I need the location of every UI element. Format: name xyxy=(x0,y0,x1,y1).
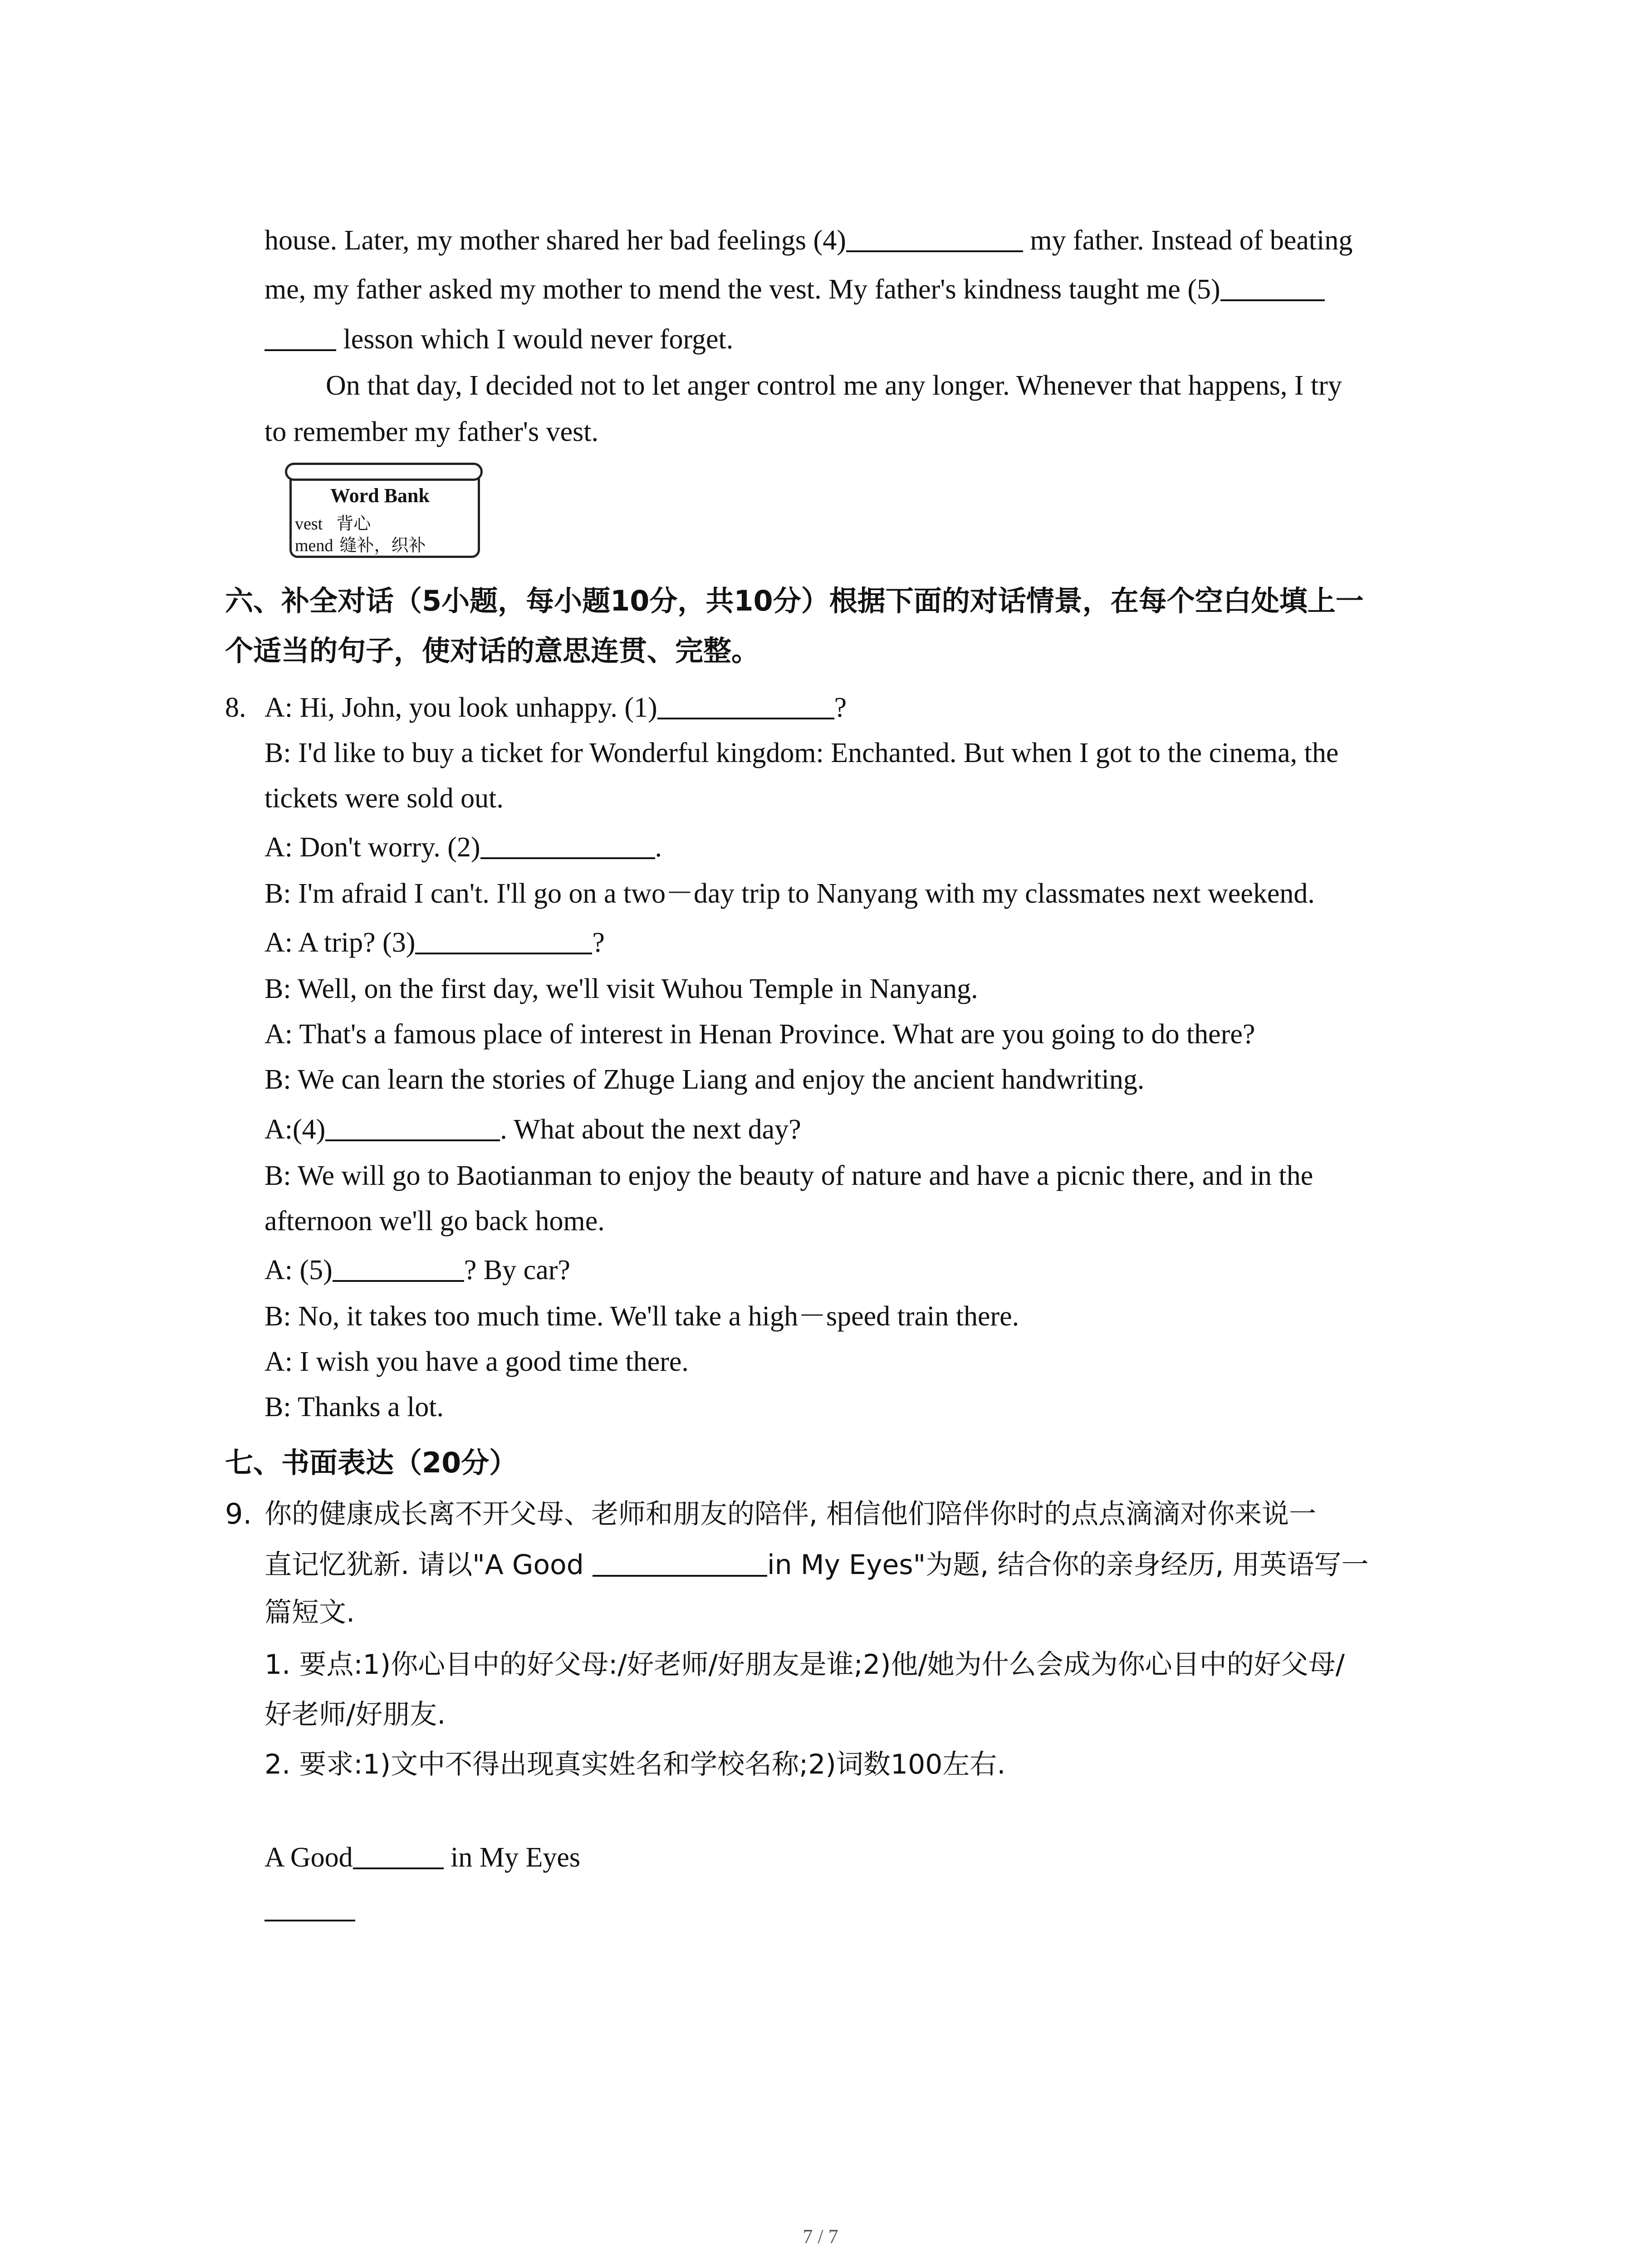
word-bank-term: mend xyxy=(295,536,333,555)
dialogue-line: B: I'm afraid I can't. I'll go on a two－day trip to Nanyang with my classmates next weekend. xyxy=(265,878,1315,909)
question-number: 8. xyxy=(225,692,246,723)
dialogue-line: afternoon we'll go back home. xyxy=(265,1206,605,1237)
passage-line-4: On that day, I decided not to let anger control me any longer. Whenever that happens, I try xyxy=(326,370,1342,401)
answer-blank-4[interactable] xyxy=(846,223,1023,252)
prompt-line: 你的健康成长离不开父母、老师和朋友的陪伴, 相信他们陪伴你时的点点滴滴对你来说一 xyxy=(265,1498,1317,1530)
essay-title-text: in My Eyes xyxy=(443,1842,581,1873)
answer-blank-5-dialogue[interactable] xyxy=(333,1253,464,1282)
dialogue-line xyxy=(265,924,605,961)
dialogue-text: ? xyxy=(834,692,847,723)
title-blank[interactable] xyxy=(593,1548,767,1577)
section-6-heading-line-2: 个适当的句子，使对话的意思连贯、完整。 xyxy=(225,634,760,667)
prompt-requirements: 1. 要点:1)你心目中的好父母:/好老师/好朋友是谁;2)他/她为什么会成为你心目中的好父母/ xyxy=(265,1649,1345,1681)
essay-title xyxy=(265,1839,580,1876)
word-bank-entry xyxy=(295,513,371,534)
prompt-line xyxy=(265,1547,1369,1583)
dialogue-line: tickets were sold out. xyxy=(265,783,504,814)
prompt-line: 篇短文. xyxy=(265,1597,355,1628)
passage-text: lesson which I would never forget. xyxy=(336,324,734,355)
prompt-requirements: 好老师/好朋友. xyxy=(265,1699,446,1730)
dialogue-line xyxy=(265,689,847,726)
word-bank-meaning: 背心 xyxy=(336,513,371,533)
dialogue-line xyxy=(265,1111,801,1148)
dialogue-text: A: (5) xyxy=(265,1255,333,1286)
dialogue-text: A: Hi, John, you look unhappy. (1) xyxy=(265,692,657,723)
word-bank xyxy=(285,463,483,556)
dialogue-text: A: Don't worry. (2) xyxy=(265,832,480,863)
dialogue-text: A:(4) xyxy=(265,1114,326,1145)
essay-title-text: A Good xyxy=(265,1842,353,1873)
word-bank-term: vest xyxy=(295,514,323,533)
section-7-heading: 七、书面表达（20分） xyxy=(225,1446,518,1479)
dialogue-line xyxy=(265,1252,570,1288)
dialogue-line: A: I wish you have a good time there. xyxy=(265,1346,689,1377)
dialogue-line: A: That's a famous place of interest in Henan Province. What are you going to do there? xyxy=(265,1019,1255,1050)
dialogue-line: B: I'd like to buy a ticket for Wonderful kingdom: Enchanted. But when I got to the cinema, the xyxy=(265,738,1339,768)
answer-blank-2[interactable] xyxy=(480,830,655,859)
dialogue-text: . xyxy=(655,832,662,863)
passage-line-1 xyxy=(265,222,1352,259)
dialogue-text: A: A trip? (3) xyxy=(265,927,416,958)
page-number: 7 / 7 xyxy=(803,2225,838,2248)
word-bank-scroll-top xyxy=(285,463,483,481)
section-6-heading-line-1: 六、补全对话（5小题，每小题10分，共10分）根据下面的对话情景，在每个空白处填上一 xyxy=(225,584,1364,617)
dialogue-line: B: Thanks a lot. xyxy=(265,1392,444,1422)
answer-blank-3[interactable] xyxy=(415,925,592,954)
passage-line-3 xyxy=(265,321,733,357)
passage-text: my father. Instead of beating xyxy=(1023,225,1353,256)
dialogue-text: ? By car? xyxy=(464,1255,570,1286)
dialogue-text: ? xyxy=(592,927,605,958)
answer-blank-5a[interactable] xyxy=(1220,272,1325,301)
prompt-requirements: 2. 要求:1)文中不得出现真实姓名和学校名称;2)词数100左右. xyxy=(265,1749,1006,1780)
dialogue-line: B: We will go to Baotianman to enjoy the beauty of nature and have a picnic there, and in the xyxy=(265,1160,1313,1191)
dialogue-line xyxy=(265,829,662,865)
passage-line-2 xyxy=(265,271,1325,308)
word-bank-entry xyxy=(295,535,426,556)
dialogue-line: B: Well, on the first day, we'll visit Wuhou Temple in Nanyang. xyxy=(265,973,978,1004)
prompt-text: in My Eyes"为题, 结合你的亲身经历, 用英语写一 xyxy=(767,1549,1369,1581)
essay-title-blank[interactable] xyxy=(353,1840,444,1869)
prompt-text: 直记忆犹新. 请以"A Good xyxy=(265,1549,593,1581)
answer-blank-1[interactable] xyxy=(657,690,834,719)
answer-blank-4-dialogue[interactable] xyxy=(325,1112,500,1141)
passage-text: me, my father asked my mother to mend the vest. My father's kindness taught me (5) xyxy=(265,274,1220,305)
dialogue-text: . What about the next day? xyxy=(500,1114,801,1145)
passage-line-5: to remember my father's vest. xyxy=(265,416,598,447)
answer-blank-5b[interactable] xyxy=(265,322,336,351)
dialogue-line: B: We can learn the stories of Zhuge Liang and enjoy the ancient handwriting. xyxy=(265,1064,1145,1095)
essay-answer-area[interactable] xyxy=(265,1892,355,1928)
passage-text: house. Later, my mother shared her bad feelings (4) xyxy=(265,225,846,256)
question-number: 9. xyxy=(225,1497,252,1530)
word-bank-title: Word Bank xyxy=(330,484,430,507)
essay-answer-blank[interactable] xyxy=(265,1892,355,1921)
dialogue-line: B: No, it takes too much time. We'll take a high－speed train there. xyxy=(265,1301,1019,1332)
word-bank-meaning: 缝补，织补 xyxy=(339,535,426,555)
